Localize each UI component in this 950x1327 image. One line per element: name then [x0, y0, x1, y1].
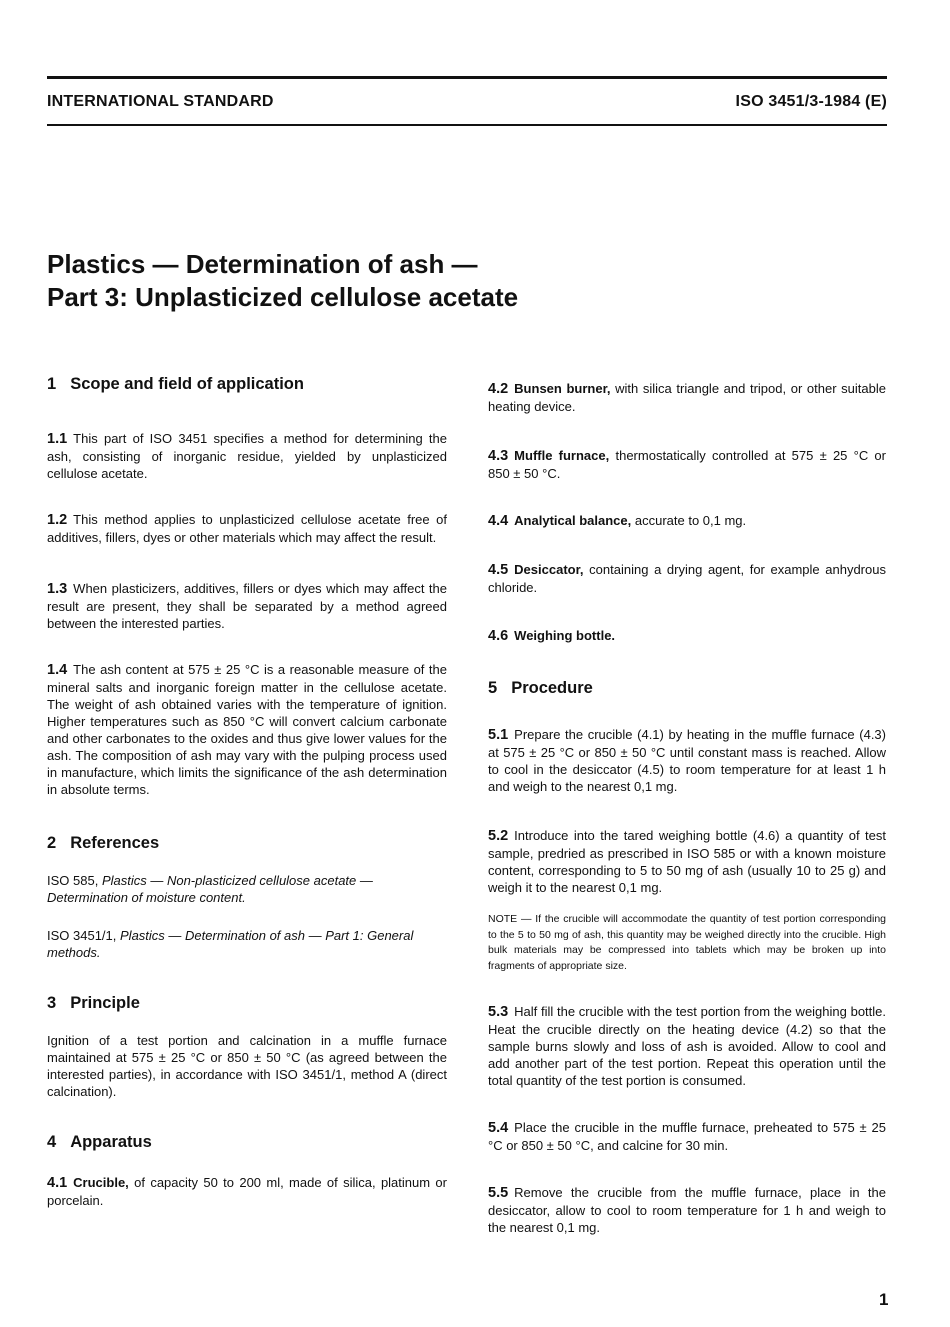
- procedure-5-2: 5.2 Introduce into the tared weighing bottle (4.6) a quantity of test sample, predried as prescribed in ISO 585 or with a known moisture content, corresponding to 5 to 50 mg of ash (usually 10 to 25 g) and weigh it to the nearest 0,1 mg.: [488, 828, 886, 895]
- section-2-heading: 2 References: [47, 834, 160, 852]
- apparatus-4-6: 4.6 Weighing bottle.: [488, 628, 616, 644]
- section-5-heading: 5 Procedure: [488, 679, 593, 697]
- paragraph-1-2: 1.2 This method applies to unplasticized cellulose acetate free of additives, fillers, dyes or other materials which may affect the result.: [47, 512, 447, 545]
- principle-text: Ignition of a test portion and calcination in a muffle furnace maintained at 575 ± 25 °C or 850 ± 50 °C (as agreed between the interested parties), in accordance with ISO 3451/1, method A (direct calcination).: [47, 1033, 447, 1099]
- procedure-5-1: 5.1 Prepare the crucible (4.1) by heating in the muffle furnace (4.3) at 575 ± 25 °C or 850 ± 50 °C until constant mass is reached. Allow to cool in the desiccator (4.5) to room temperature for at least 1 h and weigh to the nearest 0,1 mg.: [488, 727, 886, 794]
- procedure-5-3: 5.3 Half fill the crucible with the test portion from the weighing bottle. Heat the crucible directly on the heating device (4.2) so that the sample burns slowly and loss of ash is avoided. Allow to cool and add another part of the test portion. Repeat this operation until the total quantity of the test portion is consumed.: [488, 1004, 886, 1088]
- title-line-2: Part 3: Unplasticized cellulose acetate: [47, 282, 519, 312]
- apparatus-4-5: 4.5 Desiccator, containing a drying agent, for example anhydrous chloride.: [488, 562, 886, 595]
- document-title: [47, 248, 518, 314]
- reference-iso-3451-1: ISO 3451/1, Plastics — Determination of ash — Part 1: General methods.: [47, 928, 414, 960]
- apparatus-4-2: 4.2 Bunsen burner, with silica triangle and tripod, or other suitable heating device.: [488, 381, 886, 414]
- title-line-1: Plastics — Determination of ash —: [47, 249, 478, 279]
- right-column: [488, 376, 886, 1236]
- procedure-5-4: 5.4 Place the crucible in the muffle furnace, preheated to 575 ± 25 °C or 850 ± 50 °C, and calcine for 30 min.: [488, 1120, 886, 1153]
- left-column: [47, 376, 447, 1209]
- standard-number-label: ISO 3451/3-1984 (E): [735, 93, 887, 110]
- apparatus-4-3: 4.3 Muffle furnace, thermostatically controlled at 575 ± 25 °C or 850 ± 50 °C.: [488, 448, 886, 481]
- apparatus-4-1: 4.1 Crucible, of capacity 50 to 200 ml, made of silica, platinum or porcelain.: [47, 1175, 447, 1208]
- header-bottom-rule: [47, 124, 887, 126]
- page-number: 1: [879, 1290, 889, 1309]
- apparatus-4-4: 4.4 Analytical balance, accurate to 0,1 mg.: [488, 513, 747, 529]
- paragraph-1-1: 1.1 This part of ISO 3451 specifies a method for determining the ash, consisting of inorganic residue, yielded by unplasticized cellulose acetate.: [47, 431, 447, 481]
- section-3-heading: 3 Principle: [47, 994, 140, 1012]
- standard-type-label: INTERNATIONAL STANDARD: [47, 93, 274, 110]
- section-4-heading: 4 Apparatus: [47, 1133, 152, 1151]
- paragraph-1-3: 1.3 When plasticizers, additives, fillers or dyes which may affect the result are present, they shall be separated by a method agreed between the interested parties.: [47, 581, 447, 631]
- reference-iso-585: ISO 585, Plastics — Non-plasticized cellulose acetate — Determination of moisture content.: [47, 873, 373, 905]
- procedure-5-5: 5.5 Remove the crucible from the muffle furnace, place in the desiccator, allow to cool to room temperature for 1 h and weigh to the nearest 0,1 mg.: [488, 1185, 886, 1235]
- paragraph-1-4: 1.4 The ash content at 575 ± 25 °C is a reasonable measure of the mineral salts and inorganic foreign matter in the cellulose acetate. The weight of ash obtained varies with the temperature of ignition. Higher temperatures such as 850 °C will convert calcium carbonate and other carbonates to the oxides and thus give lower values for the ash. The composition of ash may vary with the pulping process used in manufacture, which limits the significance of the ash determination in absolute terms.: [47, 662, 447, 797]
- header-top-rule: [47, 76, 887, 79]
- procedure-note: NOTE — If the crucible will accommodate the quantity of test portion corresponding to the 5 to 50 mg of ash, this quantity may be weighed directly into the crucible. High bulk materials may be compressed into tablets which may be broken up into fragments of appropriate size.: [488, 913, 886, 972]
- section-1-heading: 1 Scope and field of application: [47, 375, 304, 393]
